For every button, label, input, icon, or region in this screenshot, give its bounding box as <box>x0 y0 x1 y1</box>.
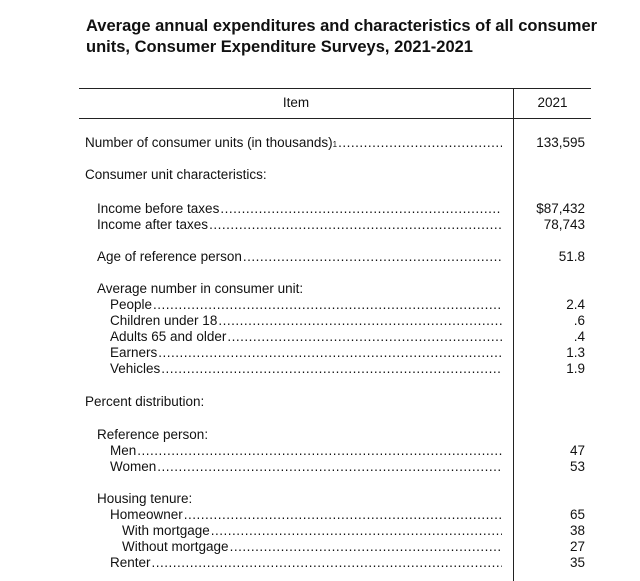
table-row <box>79 394 591 410</box>
header-bottom-rule <box>79 118 591 119</box>
dot-leader <box>161 361 502 377</box>
row-value: 65 <box>569 507 585 522</box>
row-label-text: Age of reference person <box>97 249 242 264</box>
row-value: 1.3 <box>566 345 585 360</box>
row-label <box>110 329 502 345</box>
dot-leader <box>137 443 502 459</box>
row-value: 47 <box>569 443 585 458</box>
row-value: 27 <box>569 539 585 554</box>
row-label-text: Homeowner <box>110 507 183 522</box>
row-label <box>97 427 502 443</box>
row-label-text: Women <box>110 459 157 474</box>
row-label <box>85 394 502 410</box>
dot-leader <box>153 297 502 313</box>
row-label <box>97 217 502 233</box>
row-value: $87,432 <box>536 201 585 216</box>
dot-leader <box>211 523 502 539</box>
row-label <box>110 459 502 475</box>
table-row <box>79 329 591 345</box>
row-label <box>97 249 502 265</box>
row-value: 35 <box>569 555 585 570</box>
dot-leader <box>230 539 502 555</box>
row-label-text: Earners <box>110 345 158 360</box>
table-row <box>79 507 591 523</box>
row-label <box>110 443 502 459</box>
table-row <box>79 427 591 443</box>
table-row <box>79 135 591 151</box>
dot-leader <box>157 459 502 475</box>
table-row <box>79 361 591 377</box>
row-value: 1.9 <box>566 361 585 376</box>
table-row <box>79 167 591 183</box>
dot-leader <box>158 345 502 361</box>
row-label <box>85 167 502 183</box>
row-label <box>110 361 502 377</box>
dot-leader <box>220 201 502 217</box>
dot-leader <box>152 555 502 571</box>
dot-leader <box>184 507 502 523</box>
dot-leader <box>227 329 502 345</box>
row-label-text: Percent distribution: <box>85 394 205 409</box>
row-label <box>110 297 502 313</box>
table-row <box>79 313 591 329</box>
table-row <box>79 491 591 507</box>
row-value: 2.4 <box>566 297 585 312</box>
row-label <box>97 281 502 297</box>
row-label <box>110 313 502 329</box>
row-label <box>97 201 502 217</box>
row-value: 53 <box>569 459 585 474</box>
row-label-text: Number of consumer units (in thousands) <box>85 135 333 150</box>
row-label-text: People <box>110 297 153 312</box>
table-row <box>79 443 591 459</box>
table-title: Average annual expenditures and characteristics of all consumer units, Consumer Expenditure Surveys, 2021-2021 <box>86 17 598 56</box>
row-label <box>122 539 502 555</box>
table-row <box>79 201 591 217</box>
row-label-text: Consumer unit characteristics: <box>85 167 267 182</box>
row-label-text: With mortgage <box>122 523 210 538</box>
row-label <box>110 507 502 523</box>
row-value: .4 <box>573 329 585 344</box>
year-column-header: 2021 <box>537 95 568 110</box>
table-row <box>79 217 591 233</box>
row-label: Number of consumer units (in thousands) 1 ..... <box>85 135 502 151</box>
item-column-header: Item <box>282 95 310 110</box>
table-row <box>79 555 591 571</box>
row-label <box>110 555 502 571</box>
table-row <box>79 345 591 361</box>
table-row <box>79 459 591 475</box>
row-label-text: Average number in consumer unit: <box>97 281 304 296</box>
row-label-text: Housing tenure: <box>97 491 193 506</box>
row-label-text: Men <box>110 443 137 458</box>
row-label-text: Without mortgage <box>122 539 229 554</box>
table-row <box>79 539 591 555</box>
dot-leader <box>209 217 502 233</box>
table-row <box>79 249 591 265</box>
row-label-text: Adults 65 and older <box>110 329 227 344</box>
row-label-text: Renter <box>110 555 151 570</box>
row-value: 51.8 <box>558 249 585 264</box>
dot-leader <box>338 135 502 151</box>
row-label-text: Children under 18 <box>110 313 218 328</box>
row-value: 38 <box>569 523 585 538</box>
dot-leader <box>218 313 502 329</box>
table-row <box>79 297 591 313</box>
row-label-text: Income before taxes <box>97 201 220 216</box>
table-row <box>79 281 591 297</box>
row-label-text: Vehicles <box>110 361 161 376</box>
row-value: 133,595 <box>536 135 585 150</box>
dot-leader <box>243 249 502 265</box>
row-label-text: Income after taxes <box>97 217 209 232</box>
row-label <box>110 345 502 361</box>
row-label <box>97 491 502 507</box>
row-value: 78,743 <box>543 217 585 232</box>
row-value: .6 <box>573 313 585 328</box>
table-row <box>79 523 591 539</box>
table-top-rule <box>79 88 591 89</box>
row-label-text: Reference person: <box>97 427 209 442</box>
row-label <box>122 523 502 539</box>
